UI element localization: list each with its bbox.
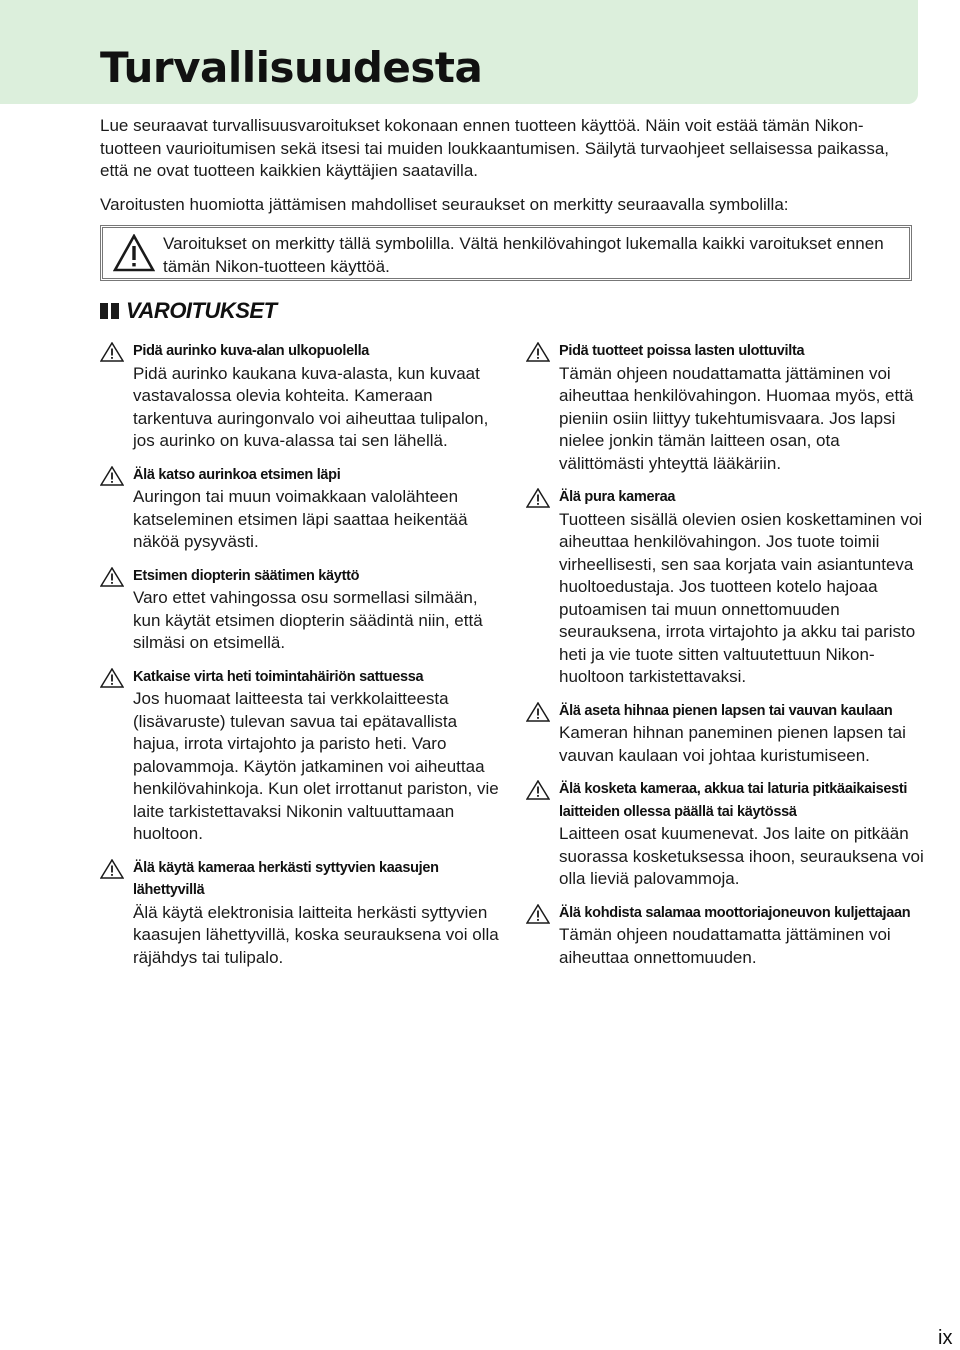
- warning-heading: Etsimen diopterin säätimen käyttö: [133, 567, 360, 584]
- warning-box: [100, 225, 912, 281]
- warning-heading: Pidä tuotteet poissa lasten ulottuvilta: [559, 343, 805, 359]
- warning-heading: Älä kohdista salamaa moottoriajoneuvon kuljettajaan: [559, 904, 911, 921]
- warning-box-text: Varoitukset on merkitty tällä symbolilla. Vältä henkilövahingot lukemalla kaikki varoitukset ennen tämän Nikon-tuotteen käyttöä.: [163, 234, 884, 276]
- warning-item: [526, 486, 926, 689]
- warning-item: [526, 700, 926, 768]
- warning-item: [526, 778, 926, 891]
- warning-icon: [100, 342, 124, 362]
- right-column: [526, 340, 926, 980]
- warning-item: [526, 340, 926, 475]
- warning-heading: Pidä aurinko kuva-alan ulkopuolella: [133, 343, 370, 359]
- symbol-explanation: Varoitusten huomiotta jättämisen mahdolliset seuraukset on merkitty seuraavalla symbolilla:: [100, 195, 789, 214]
- warning-body: Laitteen osat kuumenevat. Jos laite on pitkään suorassa kosketuksessa ihoon, seurauksena voi olla lieviä palovammoja.: [559, 824, 924, 888]
- warning-icon: [100, 859, 124, 879]
- left-column: [100, 340, 500, 980]
- page-title: Turvallisuudesta: [100, 43, 483, 92]
- section-marker-icon: [100, 303, 120, 319]
- warning-item: [100, 340, 500, 453]
- warning-heading: Älä kosketa kameraa, akkua tai laturia pitkäaikaisesti laitteiden ollessa päällä tai käytössä: [559, 781, 908, 820]
- warning-triangle-icon: [113, 234, 155, 272]
- warning-item: [100, 464, 500, 554]
- warning-body: Varo ettet vahingossa osu sormellasi silmään, kun käytät etsimen diopterin säädintä niin, että silmäsi on etsimellä.: [133, 588, 483, 652]
- warning-item: [100, 857, 500, 970]
- warning-body: Jos huomaat laitteesta tai verkkolaitteesta (lisävaruste) tulevan savua tai epätavallista hajua, irrota virtajohto ja paristo heti. Varo palovammoja. Käytön jatkaminen voi aiheuttaa henkilövahinkoja. Kun olet irrottanut pariston, vie laite tarkistettavaksi Nikonin valtuuttamaan huoltoon.: [133, 689, 499, 843]
- warning-body: Kameran hihnan paneminen pienen lapsen tai vauvan kaulaan voi johtaa kuristumiseen.: [559, 723, 906, 765]
- warning-body: Auringon tai muun voimakkaan valolähteen katseleminen etsimen läpi saattaa heikentää näköä pysyvästi.: [133, 487, 468, 551]
- warning-item: [526, 902, 926, 970]
- warning-icon: [526, 342, 550, 362]
- page-number: ix: [938, 1327, 953, 1349]
- warning-heading: Älä katso aurinkoa etsimen läpi: [133, 466, 341, 483]
- warning-item: [100, 565, 500, 655]
- warning-item: [100, 666, 500, 846]
- warning-icon: [526, 904, 550, 924]
- section-heading: [100, 296, 277, 326]
- warning-heading: Älä aseta hihnaa pienen lapsen tai vauvan kaulaan: [559, 702, 893, 719]
- intro-paragraph: Lue seuraavat turvallisuusvaroitukset kokonaan ennen tuotteen käyttöä. Näin voit estää tämän Nikon-tuotteen vaurioitumisen sekä itsesi tai muiden loukkaantumisen. Säilytä turvaohjeet sellaisessa paikassa, että ne ovat tuotteen kaikkien käyttäjien saatavilla.: [100, 116, 890, 180]
- warning-icon: [100, 567, 124, 587]
- warning-heading: Katkaise virta heti toimintahäiriön sattuessa: [133, 668, 424, 685]
- warning-heading: Älä pura kameraa: [559, 489, 676, 505]
- warning-body: Pidä aurinko kaukana kuva-alasta, kun kuvaat vastavalossa olevia kohteita. Kameraan tarkentuva auringonvalo voi aiheuttaa tulipalon, jos aurinko on kuva-alassa tai sen lähellä.: [133, 363, 489, 450]
- warning-body: Tuotteen sisällä olevien osien koskettaminen voi aiheuttaa henkilövahingon. Jos tuote toimii virheellisesti, sen saa korjata vain asiantunteva huoltoedustaja. Jos tuotteen kotelo hajoaa putoamisen tai muun onnettomuuden seurauksena, irrota virtajohto ja akku tai paristo heti ja vie tuote sitten valtuutettuun Nikon-huoltoon tarkistettavaksi.: [559, 509, 923, 686]
- warning-icon: [100, 466, 124, 486]
- warning-heading: Älä käytä kameraa herkästi syttyvien kaasujen lähettyvillä: [133, 859, 439, 898]
- warning-body: Älä käytä elektronisia laitteita herkästi syttyvien kaasujen lähettyvillä, koska seurauksena voi olla räjähdys tai tulipalo.: [133, 902, 499, 967]
- warning-icon: [100, 668, 124, 688]
- warning-icon: [526, 702, 550, 722]
- warning-body: Tämän ohjeen noudattamatta jättäminen voi aiheuttaa onnettomuuden.: [559, 925, 891, 967]
- section-title: VAROITUKSET: [126, 298, 277, 323]
- warning-icon: [526, 488, 550, 508]
- warning-body: Tämän ohjeen noudattamatta jättäminen voi aiheuttaa henkilövahingon. Huomaa myös, että pieniin osiin liittyy tukehtumisvaara. Jos lapsi nielee jonkin tämän laitteen osan, ota välittömästi yhteyttä lääkäriin.: [559, 363, 914, 473]
- warning-icon: [526, 780, 550, 800]
